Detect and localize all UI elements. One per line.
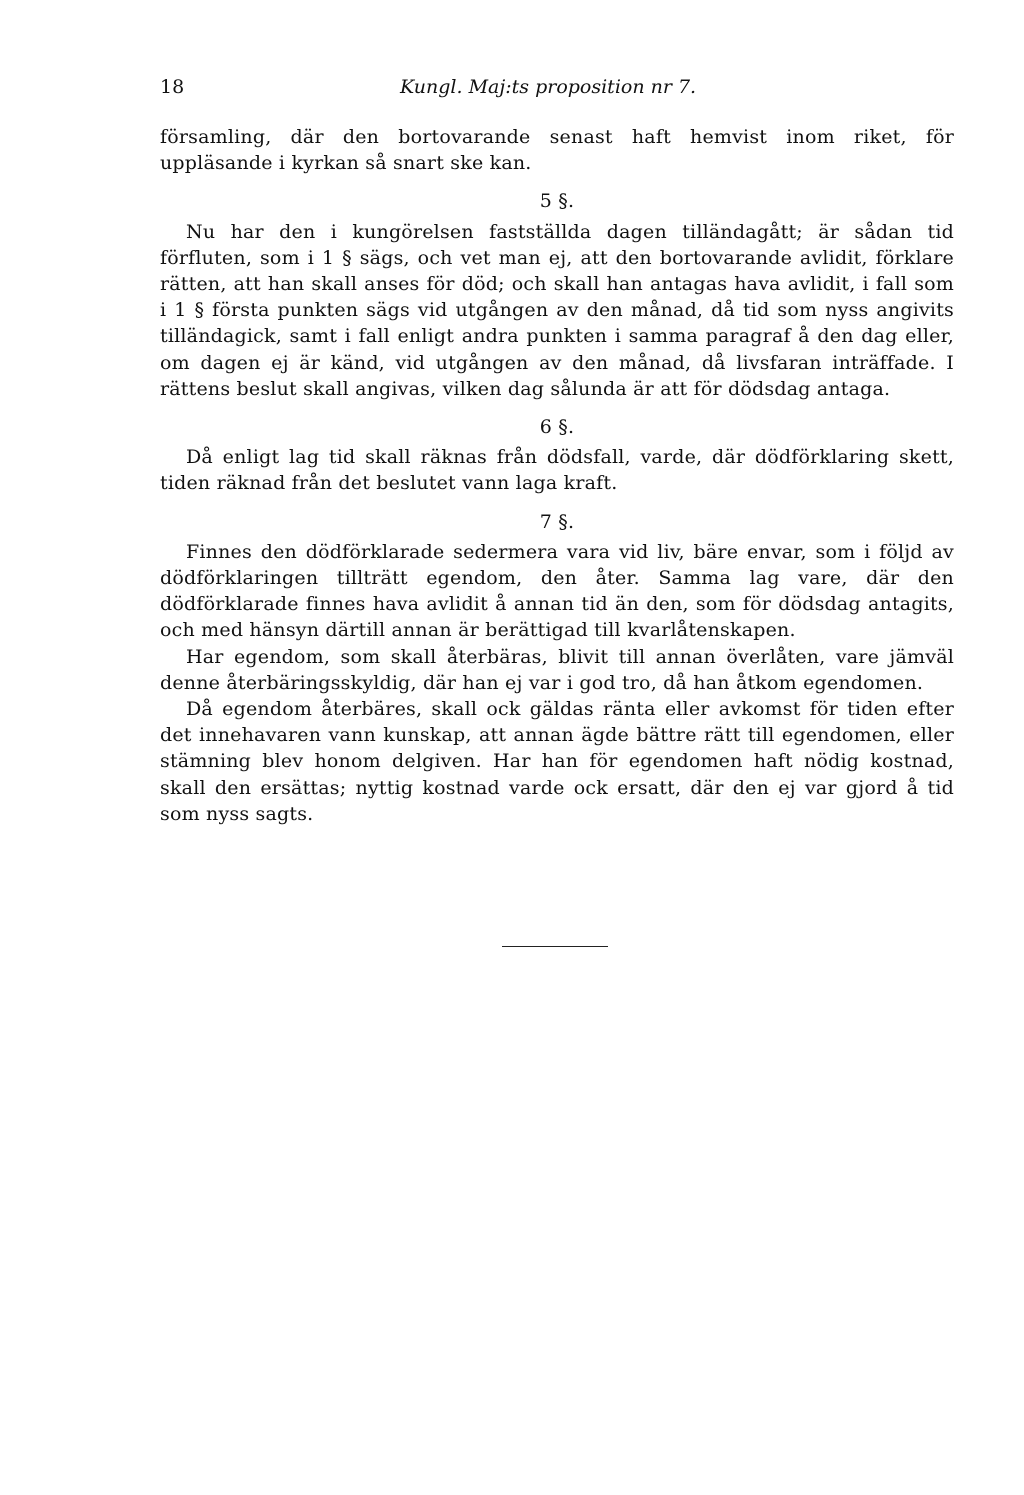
section-heading-5: 5 §. xyxy=(539,190,575,213)
section-5-paragraph: Nu har den i kungörelsen fastställda dagen tilländagått; är sådan tid förfluten, som i 1 § sägs, och vet man ej, att den bortovarande avlidit, förklare rätten, att han skall anses för död; och skall han antagas hava avlidit, i fall som i 1 § första punkten sägs vid utgången av den månad, då tid som nyss angivits tilländagick, samt i fall enligt andra punkten i samma paragraf å den dag eller, om dagen ej är känd, vid utgången av den månad, då livsfaran inträffade. I rättens beslut skall angivas, vilken dag sålunda är att för dödsdag antaga. xyxy=(160,220,954,400)
page-number: 18 xyxy=(160,76,185,98)
page-header xyxy=(160,76,960,106)
body-text xyxy=(160,124,954,827)
section-heading-6: 6 §. xyxy=(539,416,575,439)
end-rule xyxy=(502,946,608,947)
section-heading-7: 7 §. xyxy=(539,510,575,533)
section-7-paragraph-3: Då egendom återbäres, skall ock gäldas ränta eller avkomst för tiden efter det innehavaren vann kunskap, att annan ägde bättre rätt till egendomen, eller stämning blev honom delgiven. Har han för egendomen haft nödig kostnad, skall den ersättas; nyttig kostnad varde ock ersatt, där den ej var gjord å tid som nyss sagts. xyxy=(160,698,954,825)
section-7-paragraph-2: Har egendom, som skall återbäras, blivit till annan överlåten, vare jämväl denne återbäringsskyldig, där han ej var i god tro, då han åtkom egendomen. xyxy=(160,645,954,694)
section-7-paragraph-1: Finnes den dödförklarade sedermera vara vid liv, bäre envar, som i följd av dödförklaringen tillträtt egendom, den åter. Samma lag vare, där den dödförklarade finnes hava avlidit å annan tid än den, som för dödsdag antagits, och med hänsyn därtill annan är berättigad till kvarlåtenskapen. xyxy=(160,540,954,642)
section-6-paragraph: Då enligt lag tid skall räknas från dödsfall, varde, där dödförklaring skett, tiden räknad från det beslutet vann laga kraft. xyxy=(160,446,954,495)
running-title: Kungl. Maj:ts proposition nr 7. xyxy=(400,76,697,98)
intro-paragraph: församling, där den bortovarande senast haft hemvist inom riket, för uppläsande i kyrkan så snart ske kan. xyxy=(160,126,954,175)
